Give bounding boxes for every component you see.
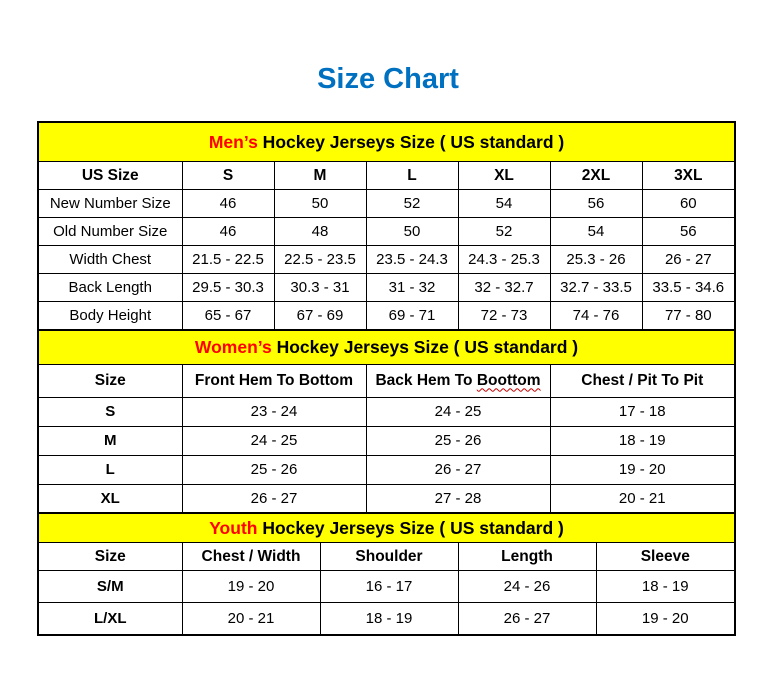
column-header: 2XL (550, 162, 642, 190)
size-value: 19 - 20 (550, 455, 735, 484)
size-value: 25 - 26 (366, 426, 550, 455)
size-value: 26 - 27 (182, 484, 366, 514)
column-header: S (182, 162, 274, 190)
table-row (38, 455, 735, 484)
row-label: L (38, 455, 182, 484)
size-value: 46 (182, 190, 274, 218)
size-value: 52 (458, 218, 550, 246)
size-value: 20 - 21 (550, 484, 735, 514)
column-header-text: Back Hem To (375, 371, 477, 389)
size-value: 24 - 25 (182, 426, 366, 455)
table-row (38, 274, 735, 302)
column-header: XL (458, 162, 550, 190)
youth-header-row (38, 543, 735, 571)
column-header: US Size (38, 162, 182, 190)
size-value: 24 - 25 (366, 397, 550, 426)
row-label: M (38, 426, 182, 455)
size-value: 19 - 20 (182, 571, 320, 603)
size-value: 16 - 17 (320, 571, 458, 603)
size-value: 50 (366, 218, 458, 246)
womens-table-title-red: Women’s (194, 336, 272, 357)
size-value: 48 (274, 218, 366, 246)
row-label: S (38, 397, 182, 426)
size-value: 52 (366, 190, 458, 218)
size-value: 26 - 27 (642, 246, 735, 274)
womens-header-row (38, 364, 735, 397)
size-chart-tables (37, 121, 736, 636)
misspelled-word: Boottom (476, 371, 541, 389)
size-value: 25.3 - 26 (550, 246, 642, 274)
column-header: Size (38, 543, 182, 571)
column-header: Shoulder (320, 543, 458, 571)
column-header: Front Hem To Bottom (182, 364, 366, 397)
column-header: Chest / Pit To Pit (550, 364, 735, 397)
size-value: 56 (642, 218, 735, 246)
row-label: L/XL (38, 603, 182, 636)
row-label: S/M (38, 571, 182, 603)
size-value: 54 (458, 190, 550, 218)
size-value: 26 - 27 (366, 455, 550, 484)
column-header: Chest / Width (182, 543, 320, 571)
table-row (38, 246, 735, 274)
size-value: 18 - 19 (320, 603, 458, 636)
table-row (38, 426, 735, 455)
size-value: 17 - 18 (550, 397, 735, 426)
row-label: Old Number Size (38, 218, 182, 246)
size-value: 60 (642, 190, 735, 218)
row-label: Body Height (38, 302, 182, 331)
size-value: 65 - 67 (182, 302, 274, 331)
size-value: 21.5 - 22.5 (182, 246, 274, 274)
size-value: 33.5 - 34.6 (642, 274, 735, 302)
womens-table-title-rest: Hockey Jerseys Size ( US standard ) (271, 336, 579, 357)
column-header: L (366, 162, 458, 190)
size-value: 74 - 76 (550, 302, 642, 331)
table-row (38, 190, 735, 218)
column-header: M (274, 162, 366, 190)
row-label: New Number Size (38, 190, 182, 218)
column-header: 3XL (642, 162, 735, 190)
size-value: 23 - 24 (182, 397, 366, 426)
size-value: 32 - 32.7 (458, 274, 550, 302)
size-value: 50 (274, 190, 366, 218)
mens-size-table (37, 121, 736, 331)
size-value: 31 - 32 (366, 274, 458, 302)
table-row (38, 397, 735, 426)
table-row (38, 571, 735, 603)
page-title: Size Chart (317, 63, 459, 95)
size-value: 24.3 - 25.3 (458, 246, 550, 274)
table-row (38, 218, 735, 246)
youth-size-table (37, 512, 736, 636)
column-header (366, 364, 550, 397)
size-value: 56 (550, 190, 642, 218)
size-value: 24 - 26 (458, 571, 596, 603)
size-value: 23.5 - 24.3 (366, 246, 458, 274)
size-value: 29.5 - 30.3 (182, 274, 274, 302)
size-value: 46 (182, 218, 274, 246)
size-value: 67 - 69 (274, 302, 366, 331)
size-value: 72 - 73 (458, 302, 550, 331)
size-value: 30.3 - 31 (274, 274, 366, 302)
size-value: 54 (550, 218, 642, 246)
size-value: 26 - 27 (458, 603, 596, 636)
size-value: 18 - 19 (596, 571, 735, 603)
womens-table-title (38, 330, 735, 365)
table-row (38, 302, 735, 331)
youth-table-title-red: Youth (209, 517, 258, 538)
column-header: Length (458, 543, 596, 571)
mens-header-row (38, 162, 735, 190)
size-value: 22.5 - 23.5 (274, 246, 366, 274)
size-value: 32.7 - 33.5 (550, 274, 642, 302)
mens-table-title (38, 122, 735, 162)
size-value: 27 - 28 (366, 484, 550, 514)
row-label: XL (38, 484, 182, 514)
youth-table-title-rest: Hockey Jerseys Size ( US standard ) (257, 517, 564, 538)
mens-table-title-rest: Hockey Jerseys Size ( US standard ) (257, 131, 565, 152)
table-row (38, 484, 735, 514)
size-value: 69 - 71 (366, 302, 458, 331)
table-row (38, 603, 735, 636)
column-header: Sleeve (596, 543, 735, 571)
size-value: 20 - 21 (182, 603, 320, 636)
row-label: Back Length (38, 274, 182, 302)
youth-table-title (38, 513, 735, 543)
mens-table-title-red: Men’s (208, 131, 258, 152)
row-label: Width Chest (38, 246, 182, 274)
womens-size-table (37, 329, 736, 515)
size-value: 25 - 26 (182, 455, 366, 484)
column-header: Size (38, 364, 182, 397)
size-value: 18 - 19 (550, 426, 735, 455)
size-value: 77 - 80 (642, 302, 735, 331)
size-value: 19 - 20 (596, 603, 735, 636)
